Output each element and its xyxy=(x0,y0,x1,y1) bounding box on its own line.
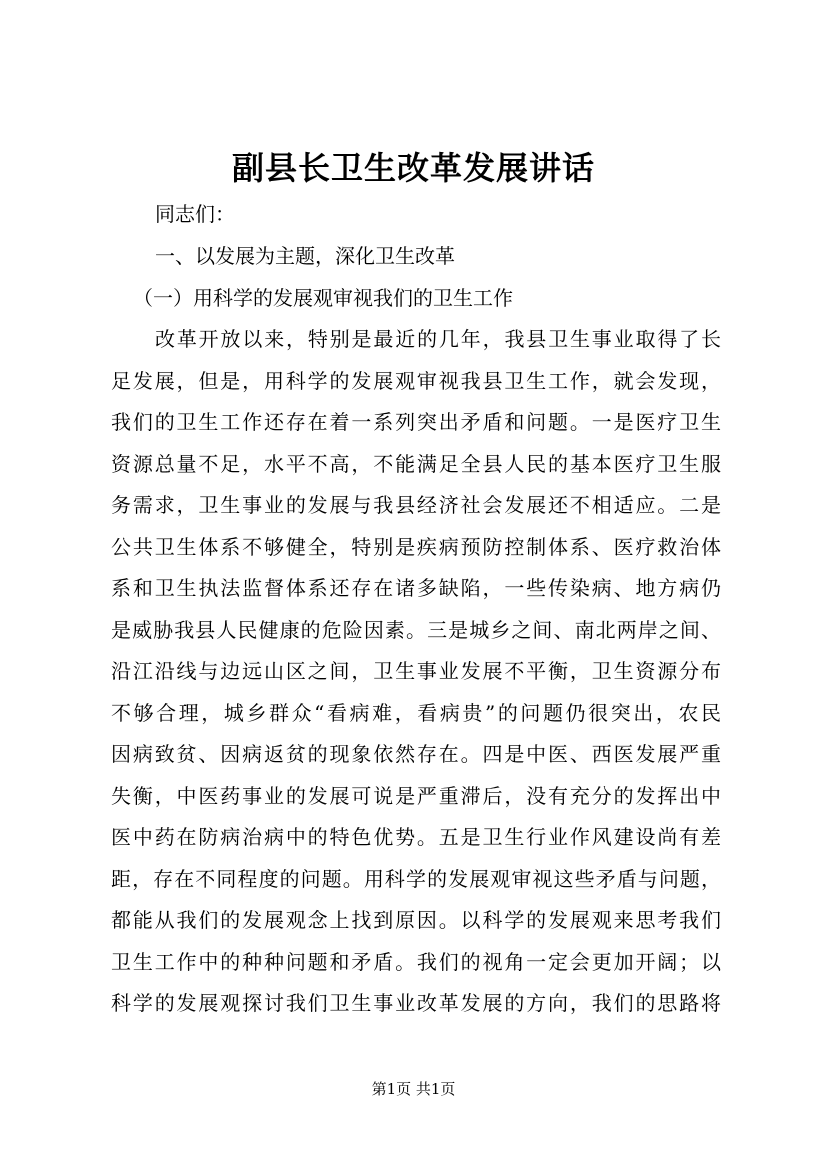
paragraph-line: 改革开放以来，特别是最近的几年，我县卫生事业取得了长 xyxy=(155,327,721,351)
paragraph-line: 距，存在不同程度的问题。用科学的发展观审视这些矛盾与问题， xyxy=(111,867,721,891)
paragraph-line: 系和卫生执法监督体系还存在诸多缺陷，一些传染病、地方病仍 xyxy=(111,576,721,600)
paragraph-line: 资源总量不足，水平不高，不能满足全县人民的基本医疗卫生服 xyxy=(111,452,721,476)
paragraph-line: 我们的卫生工作还存在着一系列突出矛盾和问题。一是医疗卫生 xyxy=(111,410,721,434)
section-heading: 一、以发展为主题，深化卫生改革 xyxy=(155,244,455,268)
paragraph-line: 是威胁我县人民健康的危险因素。三是城乡之间、南北两岸之间、 xyxy=(111,618,721,642)
paragraph-line: 科学的发展观探讨我们卫生事业改革发展的方向，我们的思路将 xyxy=(111,991,721,1015)
paragraph-line: 足发展，但是，用科学的发展观审视我县卫生工作，就会发现， xyxy=(111,369,721,393)
subsection-heading: （一）用科学的发展观审视我们的卫生工作 xyxy=(133,286,513,310)
paragraph-line: 失衡，中医药事业的发展可说是严重滞后，没有充分的发挥出中 xyxy=(111,784,721,808)
paragraph-line: 沿江沿线与边远山区之间，卫生事业发展不平衡，卫生资源分布 xyxy=(111,659,721,683)
document-title: 副县长卫生改革发展讲话 xyxy=(231,149,595,187)
page-number-footer: 第1页 共1页 xyxy=(371,1080,456,1098)
salutation: 同志们： xyxy=(155,202,235,226)
paragraph-line: 务需求，卫生事业的发展与我县经济社会发展还不相适应。二是 xyxy=(111,493,721,517)
paragraph-line: 不够合理，城乡群众“看病难，看病贵”的问题仍很突出，农民 xyxy=(111,701,721,725)
paragraph-line: 都能从我们的发展观念上找到原因。以科学的发展观来思考我们 xyxy=(111,908,721,932)
paragraph-line: 卫生工作中的种种问题和矛盾。我们的视角一定会更加开阔；以 xyxy=(111,950,721,974)
paragraph-line: 因病致贫、因病返贫的现象依然存在。四是中医、西医发展严重 xyxy=(111,742,721,766)
paragraph-line: 医中药在防病治病中的特色优势。五是卫生行业作风建设尚有差 xyxy=(111,825,721,849)
paragraph-line: 公共卫生体系不够健全，特别是疾病预防控制体系、医疗救治体 xyxy=(111,535,721,559)
